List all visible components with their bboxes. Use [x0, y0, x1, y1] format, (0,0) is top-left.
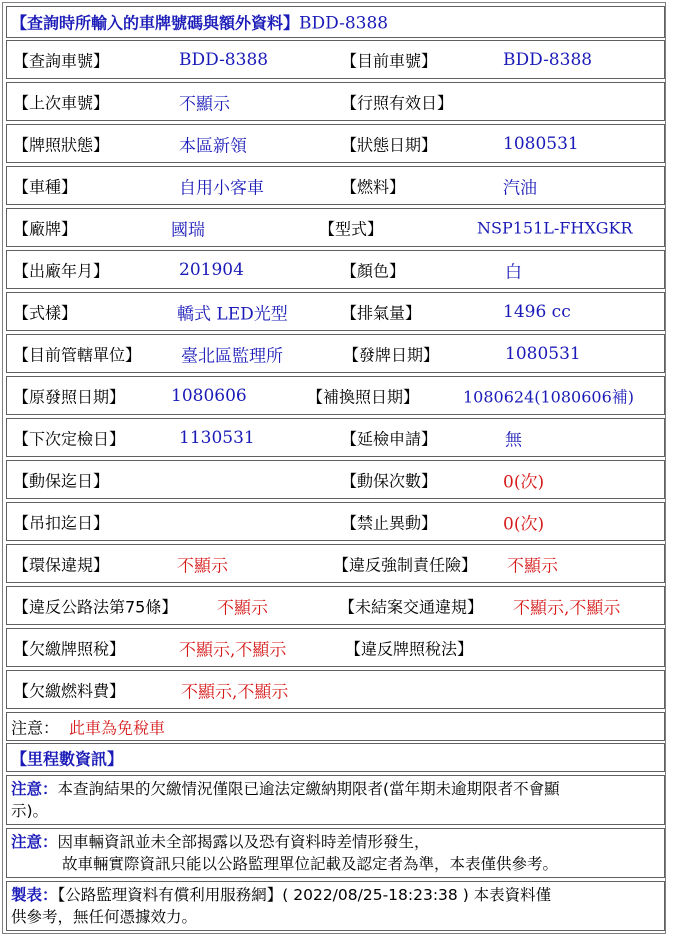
lien-count-label: 【動保次數】: [341, 471, 438, 490]
next-inspect-label: 【下次定檢日】: [13, 429, 126, 448]
orig-license-value: 1080606: [171, 385, 247, 406]
row-lien: [6, 460, 665, 499]
note2-label: 注意：: [11, 833, 58, 851]
issue-date-label: 【發牌日期】: [343, 345, 440, 364]
row-mfg: [6, 250, 665, 289]
note3-line1: 【公路監理資料有償利用服務網】( 2022/08/25-18:23:38 ) 本表資料僅: [57, 886, 552, 904]
prev-plate-value: 不顯示: [179, 94, 230, 114]
orig-license-label: 【原發照日期】: [13, 387, 126, 406]
note1-line1: 本查詢結果的欠繳情況僅限已逾法定繳納期限者(當年期未逾期限者不會顯: [57, 780, 560, 798]
office-label: 【目前管轄單位】: [13, 345, 142, 364]
fuel-value: 汽油: [503, 178, 537, 198]
current-plate-value: BDD-8388: [503, 49, 593, 70]
row-fuel-fee: [6, 670, 665, 709]
style-value: 轎式 LED光型: [177, 304, 288, 324]
note1-label: 注意：: [11, 780, 58, 798]
revoke-until-label: 【吊扣迄日】: [13, 513, 110, 532]
row-style: [6, 292, 665, 331]
row-highway: [6, 586, 665, 625]
note-row-2: [6, 828, 665, 878]
note2-line1: 因車輛資訊並未全部揭露以及恐有資料時差情形發生，: [57, 833, 430, 851]
mileage-row: [6, 743, 665, 772]
model-value: NSP151L-FHXGKR: [477, 218, 633, 237]
lien-until-label: 【動保迄日】: [13, 471, 110, 490]
no-transfer-label: 【禁止異動】: [341, 513, 438, 532]
defer-value: 無: [505, 430, 522, 450]
row-revoke: [6, 502, 665, 541]
plate-status-label: 【牌照狀態】: [13, 135, 110, 154]
brand-value: 國瑞: [171, 220, 205, 240]
vehicle-type-label: 【車種】: [13, 177, 78, 196]
status-date-value: 1080531: [503, 133, 579, 154]
row-plate-status: [6, 124, 665, 163]
license-valid-label: 【行照有效日】: [341, 93, 454, 112]
insurance-violation-value: 不顯示: [507, 556, 558, 576]
notice-text: 此車為免稅車: [69, 718, 166, 737]
vehicle-type-value: 自用小客車: [179, 178, 264, 198]
displacement-label: 【排氣量】: [341, 303, 422, 322]
query-plate-value: BDD-8388: [179, 49, 269, 70]
current-plate-label: 【目前車號】: [341, 51, 438, 70]
displacement-value: 1496 cc: [503, 301, 571, 322]
fuel-fee-value: 不顯示,不顯示: [181, 682, 289, 702]
note3-label: 製表：: [11, 886, 58, 904]
traffic-value: 不顯示,不顯示: [513, 598, 621, 618]
row-license-dates: [6, 376, 665, 415]
brand-label: 【廠牌】: [13, 219, 78, 238]
header-title: 【查詢時所輸入的車牌號碼與額外資料】: [11, 13, 300, 33]
no-transfer-value: 0(次): [503, 514, 545, 534]
env-violation-value: 不顯示: [177, 556, 228, 576]
style-label: 【式樣】: [13, 303, 78, 322]
tax-law-label: 【違反牌照稅法】: [345, 639, 474, 658]
note1-line2: 示)。: [11, 802, 49, 820]
highway75-value: 不顯示: [217, 598, 268, 618]
lien-count-value: 0(次): [503, 472, 545, 492]
office-value: 臺北區監理所: [181, 346, 283, 366]
reissue-value: 1080624(1080606補): [463, 387, 635, 406]
row-vehicle-type: [6, 166, 665, 205]
note2-line2: 故車輛實際資訊只能以公路監理單位記載及認定者為準，本表僅供參考。: [62, 855, 559, 873]
query-header-row: [6, 6, 665, 38]
query-plate-label: 【查詢車號】: [13, 51, 110, 70]
mileage-title: 【里程數資訊】: [11, 749, 124, 768]
issue-date-value: 1080531: [505, 343, 581, 364]
notice-label: 注意：: [11, 718, 60, 737]
row-env: [6, 544, 665, 583]
insurance-violation-label: 【違反強制責任險】: [333, 555, 478, 574]
highway75-label: 【違反公路法第75條】: [13, 597, 178, 616]
defer-label: 【延檢申請】: [341, 429, 438, 448]
tax-owed-label: 【欠繳牌照稅】: [13, 639, 126, 658]
mfg-date-value: 201904: [179, 259, 244, 280]
color-value: 白: [505, 262, 522, 282]
note3-line2: 供參考，無任何憑據效力。: [11, 908, 198, 926]
note-row-1: [6, 775, 665, 825]
row-brand: [6, 208, 665, 247]
fuel-label: 【燃料】: [341, 177, 406, 196]
header-plate: BDD-8388: [299, 13, 389, 34]
row-plates: [6, 40, 665, 79]
row-office: [6, 334, 665, 373]
tax-owed-value: 不顯示,不顯示: [179, 640, 287, 660]
row-inspection: [6, 418, 665, 457]
next-inspect-value: 1130531: [179, 427, 255, 448]
plate-status-value: 本區新領: [179, 136, 247, 156]
model-label: 【型式】: [319, 219, 384, 238]
traffic-label: 【未結案交通違規】: [339, 597, 484, 616]
reissue-label: 【補換照日期】: [307, 387, 420, 406]
prev-plate-label: 【上次車號】: [13, 93, 110, 112]
mfg-date-label: 【出廠年月】: [13, 261, 110, 280]
env-violation-label: 【環保違規】: [13, 555, 110, 574]
note-row-3: [6, 881, 665, 931]
tax-free-notice-row: [6, 712, 665, 741]
color-label: 【顏色】: [341, 261, 406, 280]
status-date-label: 【狀態日期】: [341, 135, 438, 154]
fuel-fee-label: 【欠繳燃料費】: [13, 681, 126, 700]
row-prev-plate: [6, 82, 665, 121]
row-tax: [6, 628, 665, 667]
